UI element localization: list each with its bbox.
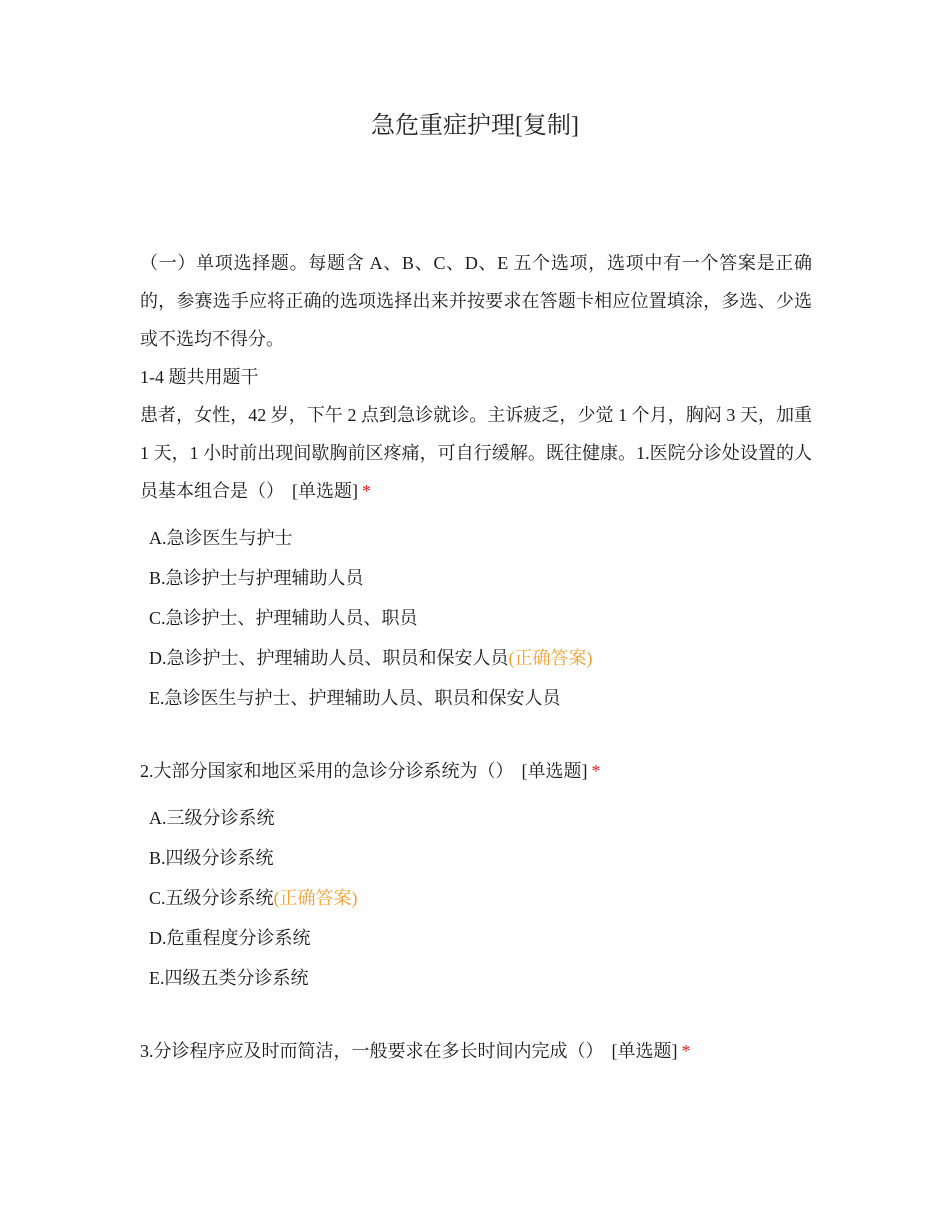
- question-text: [140, 396, 812, 510]
- option-label: D.急诊护士、护理辅助人员、职员和保安人员: [149, 648, 509, 668]
- question-type: [单选题]: [611, 1041, 678, 1061]
- question-type: [单选题]: [521, 761, 588, 781]
- option-b[interactable]: [140, 838, 812, 878]
- option-a[interactable]: [140, 518, 812, 558]
- option-d[interactable]: [140, 918, 812, 958]
- option-label: A.三级分诊系统: [149, 808, 275, 828]
- option-c[interactable]: [140, 598, 812, 638]
- page-title: 急危重症护理[复制]: [371, 113, 579, 139]
- option-label: D.危重程度分诊系统: [149, 928, 311, 948]
- question-2: [140, 752, 812, 998]
- required-marker: *: [591, 761, 601, 781]
- question-section: [140, 244, 812, 1070]
- correct-answer-tag: (正确答案): [508, 648, 593, 668]
- shared-stem-label: 1-4 题共用题干: [140, 367, 259, 387]
- question-1: [140, 396, 812, 718]
- question-text: [140, 752, 812, 790]
- question-text: [140, 1032, 812, 1070]
- option-label: B.急诊护士与护理辅助人员: [149, 568, 364, 588]
- option-c[interactable]: [140, 878, 812, 918]
- option-label: C.急诊护士、护理辅助人员、职员: [149, 608, 418, 628]
- option-b[interactable]: [140, 558, 812, 598]
- section-instructions: （一）单项选择题。每题含 A、B、C、D、E 五个选项，选项中有一个答案是正确的，参赛选手应将正确的选项选择出来并按要求在答题卡相应位置填涂，多选、少选或不选均不得分。: [140, 253, 812, 349]
- correct-answer-tag: (正确答案): [273, 888, 358, 908]
- option-label: A.急诊医生与护士: [149, 528, 293, 548]
- option-a[interactable]: [140, 798, 812, 838]
- option-e[interactable]: [140, 678, 812, 718]
- option-label: B.四级分诊系统: [149, 848, 274, 868]
- question-stem: 3.分诊程序应及时而简洁，一般要求在多长时间内完成（）: [140, 1041, 604, 1061]
- question-3: [140, 1032, 812, 1070]
- question-stem: 2.大部分国家和地区采用的急诊分诊系统为（）: [140, 761, 514, 781]
- option-label: E.四级五类分诊系统: [149, 968, 309, 988]
- option-d[interactable]: [140, 638, 812, 678]
- option-list: [140, 798, 812, 998]
- option-label: E.急诊医生与护士、护理辅助人员、职员和保安人员: [149, 688, 561, 708]
- option-label: C.五级分诊系统: [149, 888, 274, 908]
- option-e[interactable]: [140, 958, 812, 998]
- option-list: [140, 518, 812, 718]
- question-type: [单选题]: [292, 481, 358, 501]
- required-marker: *: [362, 481, 371, 501]
- question-gap: [140, 998, 812, 1032]
- required-marker: *: [681, 1041, 691, 1061]
- question-stem: 患者，女性，42 岁，下午 2 点到急诊就诊。主诉疲乏，少觉 1 个月，胸闷 3 天，加重 1 天，1 小时前出现间歇胸前区疼痛，可自行缓解。既往健康。1.医院分诊处设置的人员基本组合是（）: [140, 405, 812, 501]
- question-gap: [140, 718, 812, 752]
